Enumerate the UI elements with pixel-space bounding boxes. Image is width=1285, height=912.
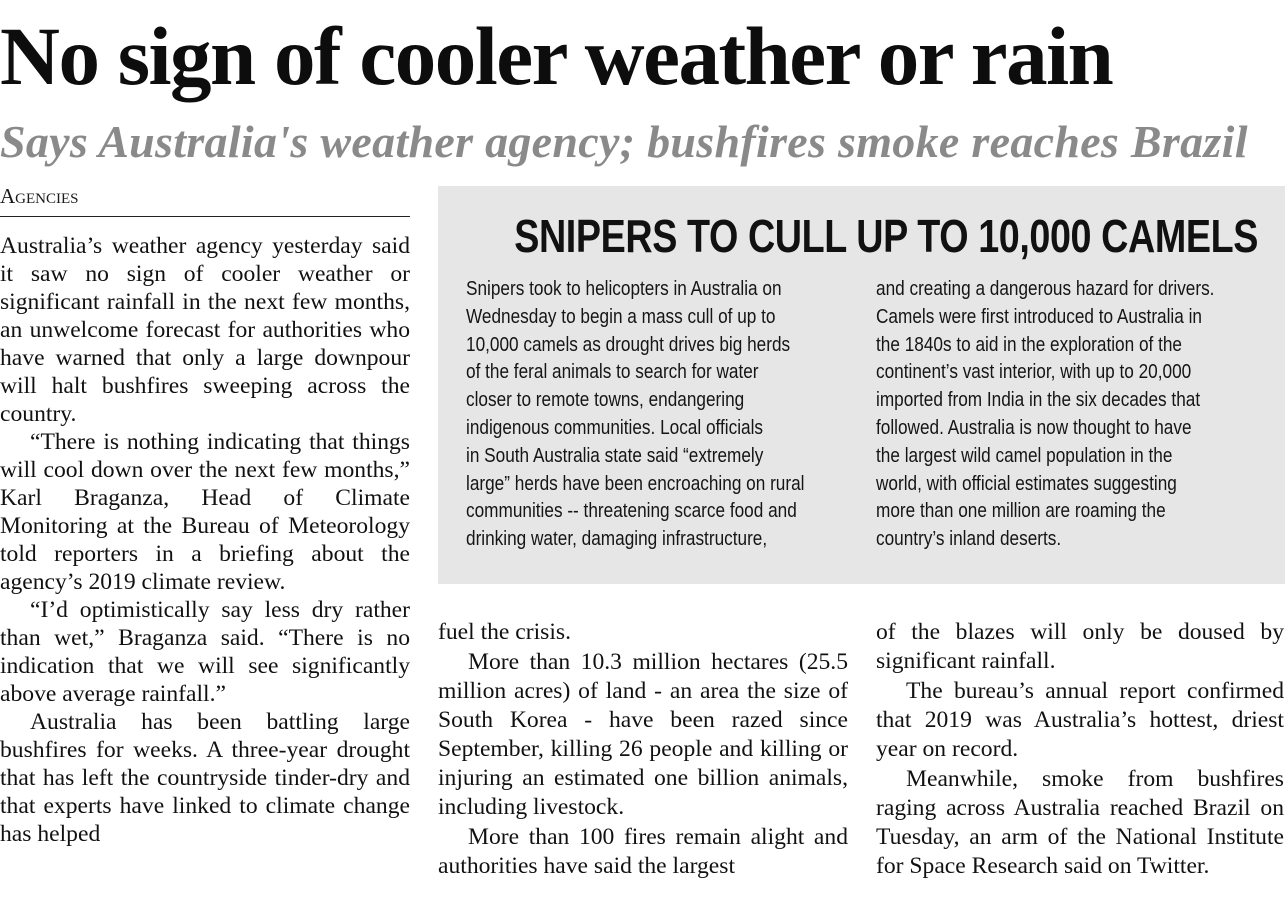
- headline: No sign of cooler weather or rain: [0, 10, 1113, 102]
- sidebar-line: the largest wild camel population in the: [876, 444, 1173, 467]
- sidebar-line: Wednesday to begin a mass cull of up to: [466, 305, 776, 328]
- article-column-2: [438, 618, 848, 881]
- article-paragraph: of the blazes will only be doused by significant rainfall.: [876, 619, 1284, 674]
- sidebar-line: followed. Australia is now thought to have: [876, 416, 1192, 439]
- sidebar-line: and creating a dangerous hazard for drivers.: [876, 278, 1215, 300]
- sidebar-line: Snipers took to helicopters in Australia on: [466, 278, 782, 300]
- article-paragraph: “There is nothing indicating that things will cool down over the next few months,” Karl Braganza, Head of Climate Monitoring at the Bureau of Meteorology told reporters in a briefing about the agency’s 2019 climate review.: [0, 429, 410, 595]
- sidebar-line: continent’s vast interior, with up to 20,000: [876, 361, 1192, 384]
- article-column-1: [0, 232, 410, 848]
- sidebar-line: large” herds have been encroaching on rural: [466, 472, 805, 495]
- article-paragraph: Meanwhile, smoke from bushfires raging across Australia reached Brazil on Tuesday, an arm of the National Institute for Space Research said on Twitter.: [876, 766, 1284, 879]
- sidebar-column-left: [466, 276, 866, 554]
- article-paragraph: Australia’s weather agency yesterday said it saw no sign of cooler weather or significant rainfall in the next few months, an unwelcome forecast for authorities who have warned that only a large downpour will halt bushfires sweeping across the country.: [0, 233, 410, 427]
- article-paragraph: More than 100 fires remain alight and authorities have said the largest: [438, 824, 848, 879]
- sidebar-line: in South Australia state said “extremely: [466, 444, 764, 467]
- sidebar-line: 10,000 camels as drought drives big herds: [466, 333, 791, 356]
- subheadline: Says Australia's weather agency; bushfires smoke reaches Brazil: [0, 116, 1248, 167]
- sidebar-line: more than one million are roaming the: [876, 500, 1166, 523]
- sidebar-line: of the feral animals to search for water: [466, 361, 759, 384]
- sidebar-column-right: [876, 276, 1276, 554]
- sidebar-line: country’s inland deserts.: [876, 528, 1062, 551]
- article-paragraph: Australia has been battling large bushfires for weeks. A three-year drought that has left the countryside tinder-dry and that experts have linked to climate change has helped: [0, 709, 410, 847]
- article-paragraph: fuel the crisis.: [438, 619, 572, 645]
- sidebar-line: Camels were first introduced to Australia in: [876, 305, 1202, 328]
- byline: Agencies: [0, 184, 410, 217]
- sidebar-line: imported from India in the six decades that: [876, 389, 1201, 412]
- sidebar-line: closer to remote towns, endangering: [466, 389, 745, 412]
- article-paragraph: “I’d optimistically say less dry rather than wet,” Braganza said. “There is no indication that we will see significantly above average rainfall.”: [0, 597, 410, 707]
- article-paragraph: The bureau’s annual report confirmed that 2019 was Australia’s hottest, driest year on record.: [876, 678, 1284, 762]
- sidebar-line: the 1840s to aid in the exploration of the: [876, 333, 1182, 356]
- sidebar-line: communities -- threatening scarce food and: [466, 500, 797, 523]
- sidebar-line: drinking water, damaging infrastructure,: [466, 528, 768, 551]
- sidebar-title: SNIPERS TO CULL UP TO 10,000 CAMELS: [514, 210, 1258, 262]
- article-column-3: [876, 618, 1284, 881]
- sidebar-box: [438, 186, 1285, 584]
- article-paragraph: More than 10.3 million hectares (25.5 million acres) of land - an area the size of South Korea - have been razed since September, killing 26 people and killing or injuring an estimated one billion animals, including livestock.: [438, 649, 848, 820]
- sidebar-line: world, with official estimates suggesting: [876, 472, 1177, 495]
- sidebar-line: indigenous communities. Local officials: [466, 416, 764, 439]
